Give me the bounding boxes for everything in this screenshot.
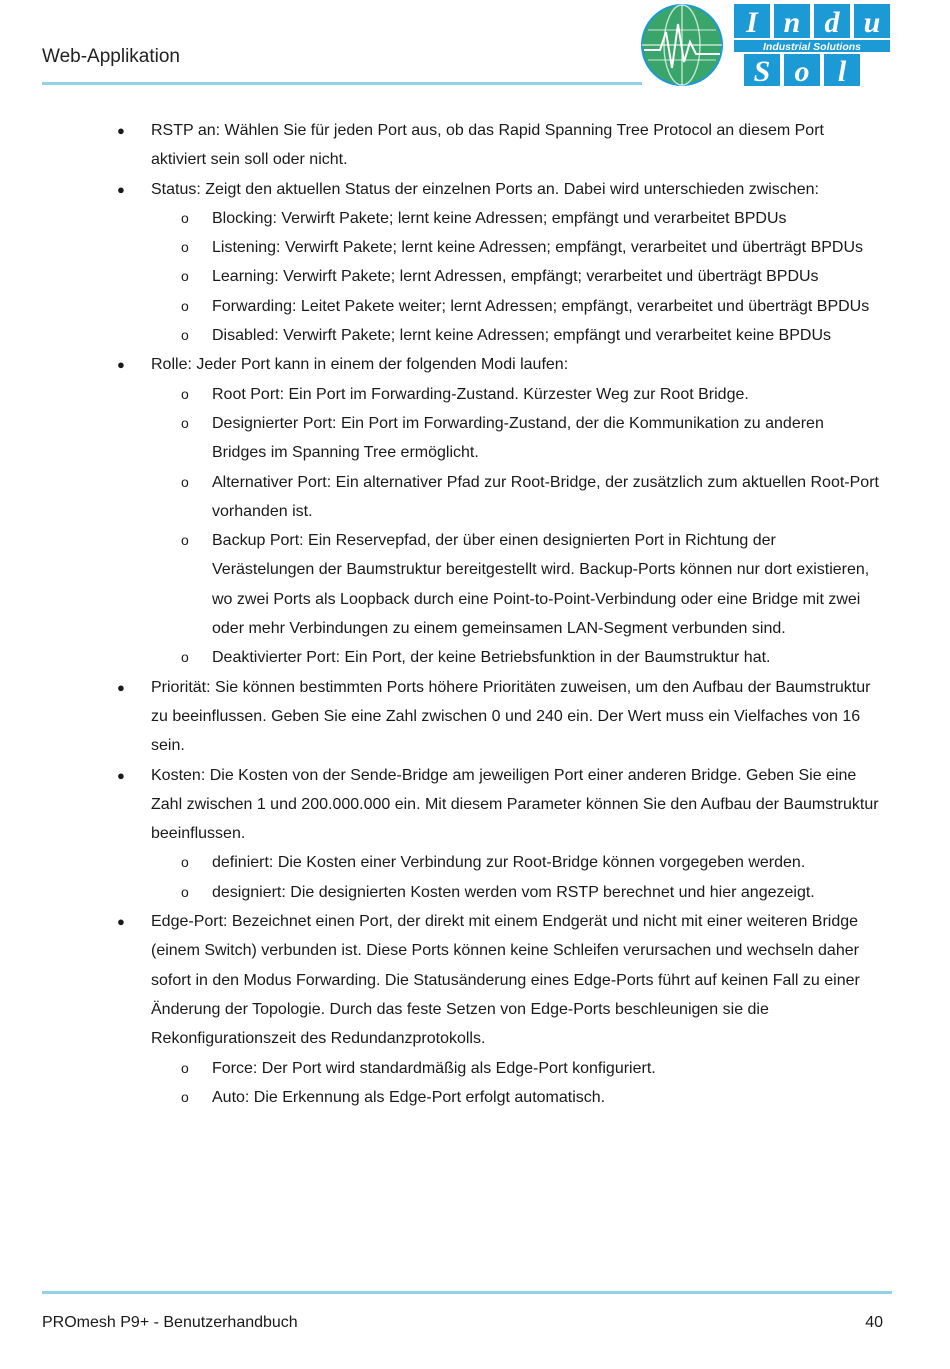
sub-list xyxy=(151,848,882,907)
indusol-logo xyxy=(640,2,892,88)
sub-list-item xyxy=(151,848,882,877)
circle-bullet-icon: o xyxy=(181,473,189,490)
bullet-icon: ● xyxy=(117,357,125,373)
list-item-text: Kosten: Die Kosten von der Sende-Bridge am jeweiligen Port einer anderen Bridge. Geben Sie eine Zahl zwischen 1 und 200.000.000 ein. Mit diesem Parameter können Sie den Aufbau der Baumstruktur beeinflussen. xyxy=(151,766,879,843)
circle-bullet-icon: o xyxy=(181,854,189,871)
document-body xyxy=(112,116,882,1112)
sub-list-item xyxy=(151,643,882,672)
globe-icon xyxy=(642,5,722,85)
sub-list-item-text: Forwarding: Leitet Pakete weiter; lernt Adressen; empfängt, verarbeitet und überträgt BPDUs xyxy=(212,297,870,315)
logo-letter-u: u xyxy=(863,6,881,39)
list-item-text: Status: Zeigt den aktuellen Status der einzelnen Ports an. Dabei wird unterschieden zwischen: xyxy=(151,180,819,198)
sub-list-item-text: Alternativer Port: Ein alternativer Pfad zur Root-Bridge, der zusätzlich zum aktuellen Root-Port vorhanden ist. xyxy=(212,473,879,520)
sub-list-item-text: Root Port: Ein Port im Forwarding-Zustand. Kürzester Weg zur Root Bridge. xyxy=(212,385,749,403)
circle-bullet-icon: o xyxy=(181,883,189,900)
sub-list-item-text: designiert: Die designierten Kosten werden vom RSTP berechnet und hier angezeigt. xyxy=(212,883,815,901)
sub-list-item xyxy=(151,878,882,907)
header-divider xyxy=(42,82,642,85)
bullet-icon: ● xyxy=(117,679,125,695)
bullet-icon: ● xyxy=(117,181,125,197)
sub-list-item-text: Listening: Verwirft Pakete; lernt keine Adressen; empfängt, verarbeitet und überträgt BPDUs xyxy=(212,239,864,257)
page-header-title: Web-Applikation xyxy=(42,46,181,67)
list-item-text: Edge-Port: Bezeichnet einen Port, der direkt mit einem Endgerät und nicht mit einer weiteren Bridge (einem Switch) verbunden ist. Diese Ports können keine Schleifen verursachen und wechseln daher sofort in den Modus Forwarding. Die Statusänderung eines Edge-Ports führt auf keinen Fall zu einer Änderung der Topologie. Durch das feste Setzen von Edge-Ports beschleunigen sie die Rekonfigurationszeit des Redundanzprotokolls. xyxy=(151,913,860,1048)
circle-bullet-icon: o xyxy=(181,385,189,402)
circle-bullet-icon: o xyxy=(181,239,189,256)
bullet-list xyxy=(112,116,882,1112)
sub-list-item-text: Disabled: Verwirft Pakete; lernt keine Adressen; empfängt und verarbeitet keine BPDUs xyxy=(212,327,831,345)
sub-list xyxy=(151,380,882,673)
list-item xyxy=(112,116,882,175)
sub-list-item xyxy=(151,409,882,468)
bullet-icon: ● xyxy=(117,914,125,930)
circle-bullet-icon: o xyxy=(181,297,189,314)
sub-list-item xyxy=(151,468,882,527)
sub-list xyxy=(151,1054,882,1113)
page-number: 40 xyxy=(865,1314,883,1331)
sub-list-item xyxy=(151,1054,882,1083)
sub-list-item xyxy=(151,262,882,291)
circle-bullet-icon: o xyxy=(181,532,189,549)
sub-list-item xyxy=(151,1083,882,1112)
circle-bullet-icon: o xyxy=(181,649,189,666)
list-item-text: RSTP an: Wählen Sie für jeden Port aus, ob das Rapid Spanning Tree Protocol an diesem Port aktiviert sein soll oder nicht. xyxy=(151,122,824,169)
sub-list-item xyxy=(151,233,882,262)
list-item-text: Priorität: Sie können bestimmten Ports höhere Prioritäten zuweisen, um den Aufbau der Baumstruktur zu beeinflussen. Geben Sie eine Zahl zwischen 0 und 240 ein. Der Wert muss ein Vielfaches von 16 sein. xyxy=(151,678,871,755)
sub-list-item xyxy=(151,292,882,321)
list-item xyxy=(112,350,882,672)
sub-list-item-text: definiert: Die Kosten einer Verbindung zur Root-Bridge können vorgegeben werden. xyxy=(212,854,806,872)
circle-bullet-icon: o xyxy=(181,327,189,344)
sub-list-item xyxy=(151,321,882,350)
logo-letter-l: l xyxy=(837,55,847,88)
sub-list-item xyxy=(151,526,882,643)
circle-bullet-icon: o xyxy=(181,414,189,431)
sub-list-item-text: Auto: Die Erkennung als Edge-Port erfolgt automatisch. xyxy=(212,1088,606,1106)
logo-tagline: Industrial Solutions xyxy=(762,41,862,53)
footer-document-title: PROmesh P9+ - Benutzerhandbuch xyxy=(42,1314,298,1331)
bullet-icon: ● xyxy=(117,123,125,138)
list-item-text: Rolle: Jeder Port kann in einem der folgenden Modi laufen: xyxy=(151,356,569,374)
logo-letter-i: I xyxy=(746,6,758,39)
circle-bullet-icon: o xyxy=(181,1088,189,1105)
logo-letter-n: n xyxy=(783,6,801,39)
sub-list-item-text: Learning: Verwirft Pakete; lernt Adressen, empfängt; verarbeitet und überträgt BPDUs xyxy=(212,268,819,286)
footer-divider xyxy=(42,1291,892,1294)
list-item xyxy=(112,761,882,907)
sub-list-item-text: Designierter Port: Ein Port im Forwarding-Zustand, der die Kommunikation zu anderen Bridges im Spanning Tree ermöglicht. xyxy=(212,414,824,462)
bullet-icon: ● xyxy=(117,767,125,783)
circle-bullet-icon: o xyxy=(181,1059,189,1076)
sub-list-item-text: Blocking: Verwirft Pakete; lernt keine Adressen; empfängt und verarbeitet BPDUs xyxy=(212,209,787,227)
circle-bullet-icon: o xyxy=(181,268,189,285)
logo-letter-s: S xyxy=(753,55,771,88)
sub-list xyxy=(151,204,882,350)
list-item xyxy=(112,907,882,1112)
list-item xyxy=(112,175,882,351)
logo-letter-d: d xyxy=(824,6,840,39)
sub-list-item-text: Deaktivierter Port: Ein Port, der keine Betriebsfunktion in der Baumstruktur hat. xyxy=(212,649,771,667)
sub-list-item-text: Force: Der Port wird standardmäßig als Edge-Port konfiguriert. xyxy=(212,1059,656,1077)
logo-letter-o: o xyxy=(794,55,810,88)
sub-list-item xyxy=(151,204,882,233)
sub-list-item-text: Backup Port: Ein Reservepfad, der über einen designierten Port in Richtung der Verästelungen der Baumstruktur bereitgestellt wird. Backup-Ports können nur dort existieren, wo zwei Ports als Loopback durch eine Point-to-Point-Verbindung oder eine Bridge mit zwei oder mehr Verbindungen zu einem gemeinsamen LAN-Segment verbunden sind. xyxy=(212,532,870,638)
sub-list-item xyxy=(151,380,882,409)
list-item xyxy=(112,673,882,761)
circle-bullet-icon: o xyxy=(181,209,189,226)
